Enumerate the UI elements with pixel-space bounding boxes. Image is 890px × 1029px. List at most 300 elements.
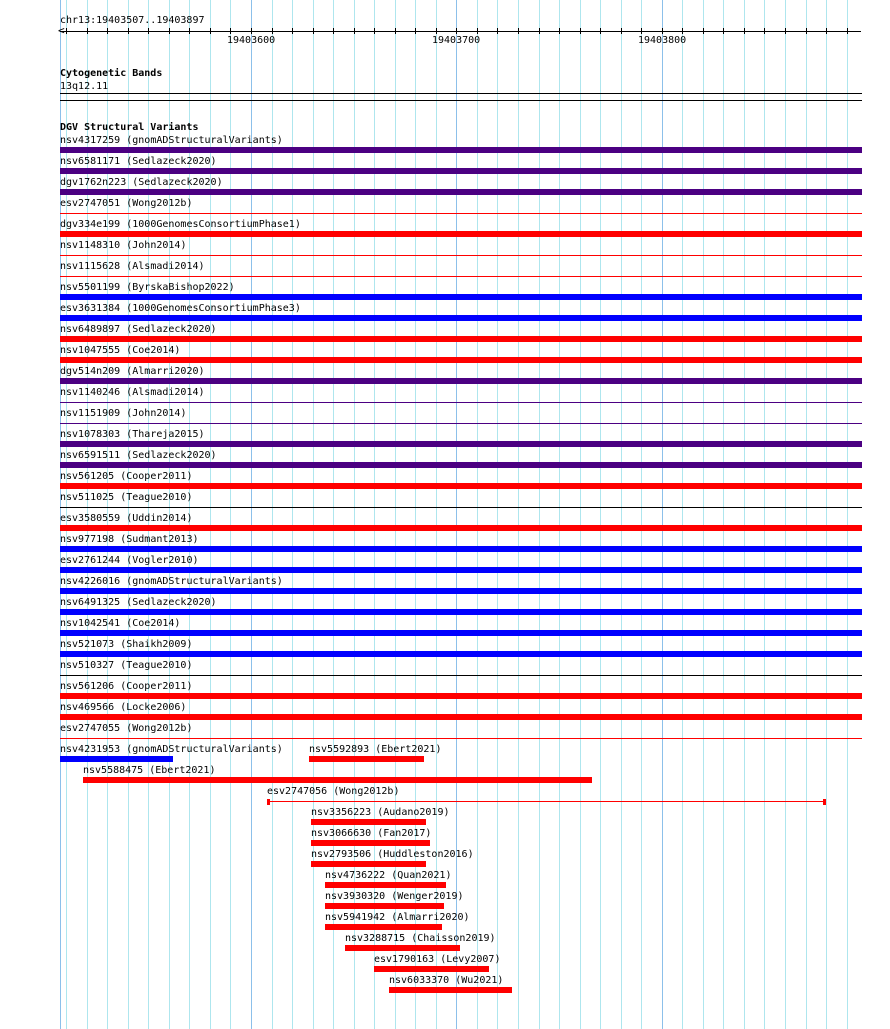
variant-line[interactable] xyxy=(60,213,862,214)
ruler-tick xyxy=(806,28,807,34)
variant-study: Coe2014 xyxy=(132,345,175,356)
variant-study: Sedlazeck2020 xyxy=(132,156,211,167)
variant-label[interactable] xyxy=(325,870,451,881)
ruler-tick xyxy=(477,28,478,34)
variant-bar[interactable] xyxy=(325,903,444,909)
variant-study-open: ( xyxy=(371,828,384,839)
variant-study-close: ) xyxy=(198,387,205,398)
variant-study: gnomADStructuralVariants xyxy=(132,135,277,146)
variant-study-close: ) xyxy=(198,429,205,440)
variant-label[interactable] xyxy=(389,975,503,986)
variant-label[interactable] xyxy=(311,807,450,818)
variant-label[interactable] xyxy=(345,933,496,944)
variant-label[interactable] xyxy=(60,576,283,587)
variant-study-close: ) xyxy=(198,366,205,377)
variant-study-close: ) xyxy=(457,891,464,902)
cytoband-track-title: Cytogenetic Bands xyxy=(60,68,163,79)
variant-bar[interactable] xyxy=(309,756,424,762)
variant-study-close: ) xyxy=(186,513,193,524)
variant-label[interactable] xyxy=(325,891,464,902)
variant-study-close: ) xyxy=(192,534,199,545)
ruler-tick xyxy=(210,28,211,34)
variant-id: nsv1042541 xyxy=(60,618,121,629)
variant-id: nsv1078303 xyxy=(60,429,121,440)
variant-bar[interactable] xyxy=(60,231,862,237)
variant-label[interactable] xyxy=(60,555,199,566)
variant-label[interactable] xyxy=(60,408,186,419)
variant-bar[interactable] xyxy=(60,294,862,300)
variant-bar[interactable] xyxy=(60,525,862,531)
variant-label[interactable] xyxy=(60,198,192,209)
variant-label[interactable] xyxy=(60,618,180,629)
variant-label[interactable] xyxy=(60,429,205,440)
variant-id: nsv6581171 xyxy=(60,156,121,167)
variant-study-close: ) xyxy=(210,597,217,608)
variant-study: Quan2021 xyxy=(397,870,446,881)
ruler-tick xyxy=(847,28,848,34)
ruler-tick xyxy=(539,28,540,34)
variant-bar[interactable] xyxy=(60,441,862,447)
variant-id: nsv3930320 xyxy=(325,891,386,902)
variant-id: nsv977198 xyxy=(60,534,115,545)
variant-study-open: ( xyxy=(120,156,133,167)
variant-bar[interactable] xyxy=(311,819,426,825)
variant-label[interactable] xyxy=(60,345,180,356)
variant-study: Shaikh2009 xyxy=(126,639,187,650)
variant-study-open: ( xyxy=(120,324,133,335)
variant-line[interactable] xyxy=(60,507,862,508)
variant-line[interactable] xyxy=(60,675,862,676)
ruler-tick xyxy=(682,28,683,34)
variant-study: Wong2012b xyxy=(339,786,394,797)
position-label: chr13:19403507..19403897 xyxy=(60,15,205,26)
variant-end-cap xyxy=(267,799,270,805)
variant-study-close: ) xyxy=(276,744,283,755)
variant-label[interactable] xyxy=(60,366,205,377)
variant-id: nsv3356223 xyxy=(311,807,372,818)
variant-bar[interactable] xyxy=(345,945,460,951)
ruler-label: 19403700 xyxy=(432,35,481,46)
ruler-tick xyxy=(128,28,129,34)
variant-end-cap xyxy=(823,799,826,805)
variant-label[interactable] xyxy=(60,303,301,314)
variant-study-open: ( xyxy=(120,576,133,587)
variant-study: Almarri2020 xyxy=(132,366,199,377)
variant-line[interactable] xyxy=(60,423,862,424)
variant-study-close: ) xyxy=(294,219,301,230)
ruler-tick xyxy=(313,28,314,34)
variant-study-close: ) xyxy=(497,975,504,986)
variant-study: Huddleston2016 xyxy=(383,849,468,860)
ruler-tick xyxy=(456,28,457,34)
variant-id: nsv4231953 xyxy=(60,744,121,755)
ruler-tick xyxy=(662,28,663,34)
variant-id: dgv1762n223 xyxy=(60,177,127,188)
variant-study-open: ( xyxy=(120,240,133,251)
variant-bar[interactable] xyxy=(60,609,862,615)
ruler-tick xyxy=(600,28,601,34)
variant-bar[interactable] xyxy=(60,588,862,594)
variant-id: nsv5592893 xyxy=(309,744,370,755)
variant-id: esv2747056 xyxy=(267,786,328,797)
variant-id: esv3631384 xyxy=(60,303,121,314)
variant-bar[interactable] xyxy=(60,756,173,762)
cytoband-bar xyxy=(60,93,862,94)
variant-id: nsv4317259 xyxy=(60,135,121,146)
ruler-label: 19403600 xyxy=(227,35,276,46)
variant-study: Cooper2011 xyxy=(126,471,187,482)
variant-id: nsv511025 xyxy=(60,492,115,503)
variant-label[interactable] xyxy=(60,177,223,188)
dgv-track-title: DGV Structural Variants xyxy=(60,122,199,133)
variant-study-open: ( xyxy=(327,786,340,797)
variant-study-open: ( xyxy=(449,975,462,986)
variant-id: nsv5588475 xyxy=(83,765,144,776)
variant-bar[interactable] xyxy=(60,378,862,384)
variant-study-open: ( xyxy=(120,387,133,398)
variant-study: gnomADStructuralVariants xyxy=(132,744,277,755)
variant-study-close: ) xyxy=(174,618,181,629)
variant-study-open: ( xyxy=(114,639,127,650)
variant-id: nsv4736222 xyxy=(325,870,386,881)
variant-study-close: ) xyxy=(192,555,199,566)
variant-study-open: ( xyxy=(369,744,382,755)
variant-study-close: ) xyxy=(228,282,235,293)
variant-label[interactable] xyxy=(60,597,217,608)
variant-bar[interactable] xyxy=(60,546,862,552)
variant-study-open: ( xyxy=(114,471,127,482)
variant-id: nsv469566 xyxy=(60,702,115,713)
variant-label[interactable] xyxy=(267,786,399,797)
variant-bar[interactable] xyxy=(60,189,862,195)
variant-study: Sudmant2013 xyxy=(126,534,193,545)
variant-label[interactable] xyxy=(60,387,205,398)
variant-id: nsv521073 xyxy=(60,639,115,650)
variant-label[interactable] xyxy=(60,324,217,335)
variant-label[interactable] xyxy=(83,765,215,776)
ruler-tick xyxy=(148,28,149,34)
variant-study-close: ) xyxy=(209,765,216,776)
variant-label[interactable] xyxy=(60,744,283,755)
variant-study: Wong2012b xyxy=(132,198,187,209)
variant-bar[interactable] xyxy=(60,714,862,720)
variant-study-open: ( xyxy=(120,429,133,440)
ruler-tick xyxy=(764,28,765,34)
variant-study-close: ) xyxy=(294,303,301,314)
variant-study-open: ( xyxy=(120,513,133,524)
variant-id: nsv5501199 xyxy=(60,282,121,293)
variant-bar[interactable] xyxy=(311,840,430,846)
variant-label[interactable] xyxy=(311,828,431,839)
variant-study: Alsmadi2014 xyxy=(132,261,199,272)
ruler-tick xyxy=(744,28,745,34)
variant-study-close: ) xyxy=(276,135,283,146)
variant-line[interactable] xyxy=(60,738,862,739)
variant-study-open: ( xyxy=(120,261,133,272)
variant-label[interactable] xyxy=(60,513,192,524)
variant-label[interactable] xyxy=(60,156,217,167)
variant-study-open: ( xyxy=(385,912,398,923)
variant-study: Teague2010 xyxy=(126,660,187,671)
ruler-tick xyxy=(354,28,355,34)
variant-study: Chaisson2019 xyxy=(417,933,490,944)
variant-study: Sedlazeck2020 xyxy=(138,177,217,188)
variant-id: nsv2793506 xyxy=(311,849,372,860)
variant-study-close: ) xyxy=(276,576,283,587)
variant-study-close: ) xyxy=(186,681,193,692)
variant-study: John2014 xyxy=(132,408,181,419)
variant-bar[interactable] xyxy=(374,966,489,972)
variant-study-close: ) xyxy=(186,639,193,650)
variant-study-close: ) xyxy=(174,345,181,356)
variant-study: Ebert2021 xyxy=(155,765,210,776)
variant-study-open: ( xyxy=(120,303,133,314)
ruler-tick xyxy=(189,28,190,34)
variant-study: Thareja2015 xyxy=(132,429,199,440)
ruler-tick xyxy=(251,28,252,34)
variant-id: esv3580559 xyxy=(60,513,121,524)
variant-bar[interactable] xyxy=(60,651,862,657)
ruler-tick xyxy=(580,28,581,34)
variant-study-open: ( xyxy=(385,870,398,881)
variant-bar[interactable] xyxy=(83,777,592,783)
variant-study: Alsmadi2014 xyxy=(132,387,199,398)
variant-label[interactable] xyxy=(374,954,500,965)
variant-study: John2014 xyxy=(132,240,181,251)
variant-study-open: ( xyxy=(120,618,133,629)
ruler-tick xyxy=(518,28,519,34)
variant-bar[interactable] xyxy=(60,483,862,489)
variant-study-open: ( xyxy=(120,555,133,566)
variant-study-open: ( xyxy=(120,408,133,419)
variant-id: nsv561205 xyxy=(60,471,115,482)
variant-study: Uddin2014 xyxy=(132,513,187,524)
variant-label[interactable] xyxy=(60,639,192,650)
variant-study-close: ) xyxy=(210,324,217,335)
variant-id: nsv3066630 xyxy=(311,828,372,839)
variant-bar[interactable] xyxy=(60,336,862,342)
variant-id: nsv6591511 xyxy=(60,450,121,461)
variant-study: Audano2019 xyxy=(383,807,444,818)
variant-study-close: ) xyxy=(210,450,217,461)
variant-label[interactable] xyxy=(60,261,205,272)
variant-bar[interactable] xyxy=(60,630,862,636)
variant-study-open: ( xyxy=(114,492,127,503)
variant-study-open: ( xyxy=(114,660,127,671)
variant-id: nsv1047555 xyxy=(60,345,121,356)
variant-study: Wong2012b xyxy=(132,723,187,734)
variant-study-close: ) xyxy=(186,723,193,734)
variant-study: 1000GenomesConsortiumPhase3 xyxy=(132,303,295,314)
variant-study-close: ) xyxy=(489,933,496,944)
variant-study-open: ( xyxy=(120,219,133,230)
variant-label[interactable] xyxy=(60,492,192,503)
variant-study: Ebert2021 xyxy=(381,744,436,755)
variant-study-close: ) xyxy=(467,849,474,860)
ruler-tick xyxy=(374,28,375,34)
variant-study: Almarri2020 xyxy=(397,912,464,923)
variant-study-close: ) xyxy=(180,702,187,713)
variant-study-open: ( xyxy=(371,849,384,860)
variant-id: nsv1115628 xyxy=(60,261,121,272)
variant-study-close: ) xyxy=(210,156,217,167)
variant-id: nsv6489897 xyxy=(60,324,121,335)
variant-study-open: ( xyxy=(120,597,133,608)
variant-study: Levy2007 xyxy=(446,954,495,965)
variant-study-open: ( xyxy=(405,933,418,944)
variant-study-open: ( xyxy=(143,765,156,776)
variant-study-close: ) xyxy=(180,408,187,419)
variant-study-close: ) xyxy=(186,471,193,482)
variant-study: 1000GenomesConsortiumPhase1 xyxy=(132,219,295,230)
variant-study-open: ( xyxy=(385,891,398,902)
variant-study-close: ) xyxy=(443,807,450,818)
variant-bar[interactable] xyxy=(60,357,862,363)
variant-id: nsv1151909 xyxy=(60,408,121,419)
variant-study-close: ) xyxy=(186,660,193,671)
variant-label[interactable] xyxy=(60,219,301,230)
variant-label[interactable] xyxy=(60,534,199,545)
variant-study-open: ( xyxy=(126,177,139,188)
variant-study: Locke2006 xyxy=(126,702,181,713)
variant-study: Vogler2010 xyxy=(132,555,193,566)
variant-id: nsv6491325 xyxy=(60,597,121,608)
variant-id: nsv5941942 xyxy=(325,912,386,923)
variant-study-open: ( xyxy=(120,282,133,293)
variant-study: Sedlazeck2020 xyxy=(132,597,211,608)
variant-bar[interactable] xyxy=(60,693,862,699)
variant-study-close: ) xyxy=(216,177,223,188)
variant-study-open: ( xyxy=(120,744,133,755)
variant-study-close: ) xyxy=(393,786,400,797)
variant-study-close: ) xyxy=(186,492,193,503)
variant-id: nsv510327 xyxy=(60,660,115,671)
variant-bar[interactable] xyxy=(60,315,862,321)
variant-study: Cooper2011 xyxy=(126,681,187,692)
variant-label[interactable] xyxy=(60,471,192,482)
variant-study-open: ( xyxy=(120,723,133,734)
ruler-tick xyxy=(497,28,498,34)
variant-label[interactable] xyxy=(60,282,235,293)
variant-study: Sedlazeck2020 xyxy=(132,450,211,461)
variant-study-open: ( xyxy=(371,807,384,818)
ruler-tick xyxy=(703,28,704,34)
ruler-tick xyxy=(333,28,334,34)
variant-bar[interactable] xyxy=(325,924,442,930)
ruler-tick xyxy=(107,28,108,34)
variant-id: nsv561206 xyxy=(60,681,115,692)
ruler-tick xyxy=(826,28,827,34)
variant-label[interactable] xyxy=(60,660,192,671)
variant-label[interactable] xyxy=(60,723,192,734)
variant-study: Coe2014 xyxy=(132,618,175,629)
variant-label[interactable] xyxy=(60,681,192,692)
ruler-tick xyxy=(169,28,170,34)
variant-study: Fan2017 xyxy=(383,828,426,839)
variant-id: nsv3288715 xyxy=(345,933,406,944)
ruler-tick xyxy=(723,28,724,34)
variant-id: dgv514n209 xyxy=(60,366,121,377)
variant-study-close: ) xyxy=(180,240,187,251)
variant-label[interactable] xyxy=(325,912,470,923)
ruler-tick xyxy=(641,28,642,34)
variant-study-close: ) xyxy=(463,912,470,923)
variant-study-open: ( xyxy=(120,450,133,461)
variant-label[interactable] xyxy=(60,240,186,251)
ruler-tick xyxy=(292,28,293,34)
variant-id: nsv1148310 xyxy=(60,240,121,251)
ruler-tick xyxy=(395,28,396,34)
variant-study-close: ) xyxy=(445,870,452,881)
variant-id: dgv334e199 xyxy=(60,219,121,230)
variant-study-close: ) xyxy=(494,954,501,965)
variant-study: Teague2010 xyxy=(126,492,187,503)
ruler-tick xyxy=(415,28,416,34)
cytoband-label[interactable]: 13q12.11 xyxy=(60,81,109,92)
variant-bar[interactable] xyxy=(389,987,512,993)
track-divider xyxy=(60,100,862,101)
ruler-tick xyxy=(272,28,273,34)
variant-bar[interactable] xyxy=(60,147,862,153)
variant-bar[interactable] xyxy=(325,882,446,888)
variant-line[interactable] xyxy=(60,402,862,403)
variant-label[interactable] xyxy=(311,849,474,860)
variant-label[interactable] xyxy=(309,744,441,755)
variant-study-open: ( xyxy=(120,366,133,377)
variant-study-close: ) xyxy=(425,828,432,839)
variant-id: nsv1140246 xyxy=(60,387,121,398)
variant-bar[interactable] xyxy=(60,462,862,468)
ruler-tick xyxy=(621,28,622,34)
ruler-tick xyxy=(785,28,786,34)
variant-id: esv2747055 xyxy=(60,723,121,734)
variant-id: esv2747051 xyxy=(60,198,121,209)
variant-study-open: ( xyxy=(114,702,127,713)
variant-study-open: ( xyxy=(120,345,133,356)
variant-line[interactable] xyxy=(60,255,862,256)
variant-study: ByrskaBishop2022 xyxy=(132,282,229,293)
variant-study: gnomADStructuralVariants xyxy=(132,576,277,587)
variant-study: Wenger2019 xyxy=(397,891,458,902)
ruler-tick xyxy=(230,28,231,34)
variant-study-open: ( xyxy=(120,135,133,146)
variant-study-open: ( xyxy=(120,198,133,209)
ruler-tick xyxy=(436,28,437,34)
ruler-tick xyxy=(87,28,88,34)
variant-study-open: ( xyxy=(434,954,447,965)
variant-study-close: ) xyxy=(435,744,442,755)
variant-label[interactable] xyxy=(60,702,186,713)
variant-label[interactable] xyxy=(60,135,283,146)
variant-id: nsv6033370 xyxy=(389,975,450,986)
variant-study-close: ) xyxy=(198,261,205,272)
variant-id: nsv4226016 xyxy=(60,576,121,587)
variant-id: esv1790163 xyxy=(374,954,435,965)
variant-study-close: ) xyxy=(186,198,193,209)
variant-bar[interactable] xyxy=(60,567,862,573)
variant-id: esv2761244 xyxy=(60,555,121,566)
ruler-label: 19403800 xyxy=(638,35,687,46)
variant-study: Sedlazeck2020 xyxy=(132,324,211,335)
variant-label[interactable] xyxy=(60,450,217,461)
variant-line[interactable] xyxy=(60,276,862,277)
ruler-left-arrow-icon: < xyxy=(58,24,65,37)
variant-study-open: ( xyxy=(114,681,127,692)
variant-bar[interactable] xyxy=(60,168,862,174)
variant-line[interactable] xyxy=(267,801,826,802)
ruler-tick xyxy=(559,28,560,34)
variant-bar[interactable] xyxy=(311,861,426,867)
